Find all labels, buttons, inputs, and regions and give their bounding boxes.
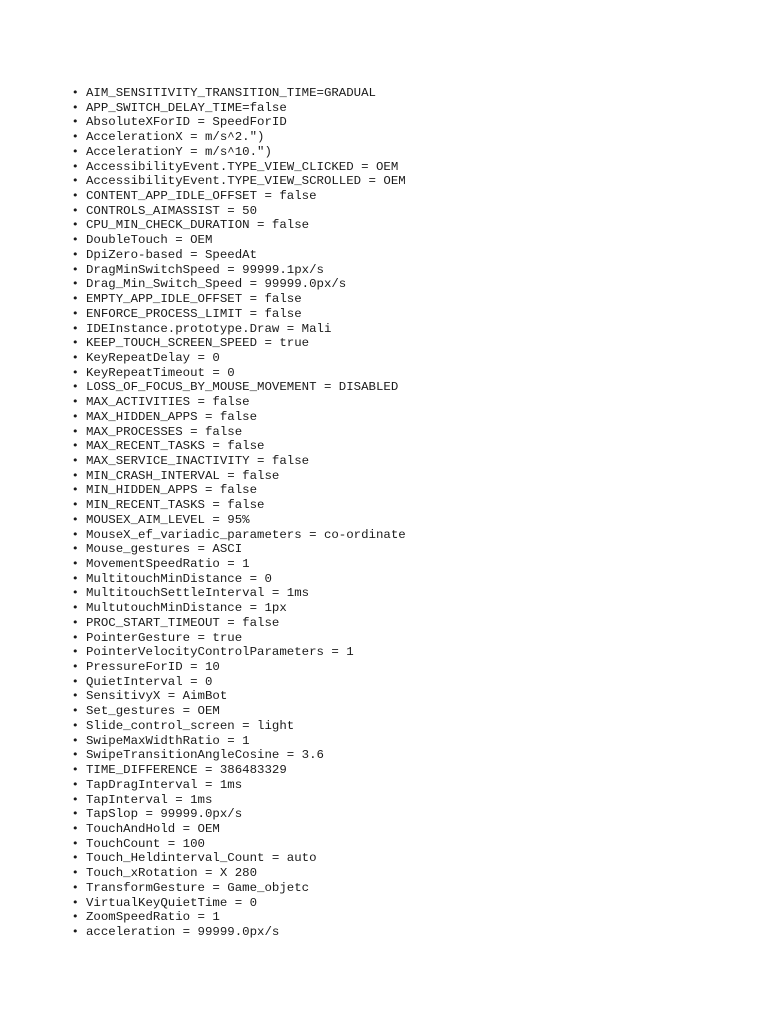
list-item-text: PROC_START_TIMEOUT = false — [86, 615, 280, 630]
bullet-icon: • — [72, 792, 79, 806]
bullet-icon: • — [72, 395, 79, 409]
list-item — [72, 322, 406, 337]
list-item-text: MultitouchSettleInterval = 1ms — [86, 586, 310, 601]
bullet-icon: • — [72, 718, 79, 732]
settings-list — [72, 86, 406, 940]
list-item-text: APP_SWITCH_DELAY_TIME=false — [86, 100, 287, 115]
list-item-text: CPU_MIN_CHECK_DURATION = false — [86, 218, 310, 233]
bullet-icon: • — [72, 498, 79, 512]
bullet-icon: • — [72, 924, 79, 938]
list-item-text: MultitouchMinDistance = 0 — [86, 571, 272, 586]
list-item-text: SwipeMaxWidthRatio = 1 — [86, 733, 250, 748]
list-item-text: VirtualKeyQuietTime = 0 — [86, 895, 258, 910]
bullet-icon: • — [72, 380, 79, 394]
list-item-text: DoubleTouch = OEM — [86, 233, 213, 248]
bullet-icon: • — [72, 189, 79, 203]
bullet-icon: • — [72, 159, 79, 173]
list-item-text: DpiZero-based = SpeedAt — [86, 247, 258, 262]
bullet-icon: • — [72, 910, 79, 924]
list-item — [72, 910, 406, 925]
list-item — [72, 160, 406, 175]
list-item-text: MAX_ACTIVITIES = false — [86, 395, 250, 410]
list-item — [72, 380, 406, 395]
list-item — [72, 366, 406, 381]
bullet-icon: • — [72, 748, 79, 762]
list-item-text: AccessibilityEvent.TYPE_VIEW_SCROLLED = OEM — [86, 174, 406, 189]
bullet-icon: • — [72, 115, 79, 129]
bullet-icon: • — [72, 836, 79, 850]
list-item-text: TransformGesture = Game_objetc — [86, 880, 310, 895]
list-item-text: TIME_DIFFERENCE = 386483329 — [86, 763, 287, 778]
list-item-text: KeyRepeatTimeout = 0 — [86, 365, 235, 380]
list-item — [72, 513, 406, 528]
list-item — [72, 557, 406, 572]
list-item-text: MOUSEX_AIM_LEVEL = 95% — [86, 512, 250, 527]
bullet-icon: • — [72, 674, 79, 688]
list-item-text: TapInterval = 1ms — [86, 792, 213, 807]
bullet-icon: • — [72, 542, 79, 556]
list-item — [72, 866, 406, 881]
bullet-icon: • — [72, 218, 79, 232]
list-item-text: MovementSpeedRatio = 1 — [86, 557, 250, 571]
list-item-text: ZoomSpeedRatio = 1 — [86, 910, 220, 925]
bullet-icon: • — [72, 365, 79, 379]
list-item — [72, 189, 406, 204]
bullet-icon: • — [72, 527, 79, 541]
bullet-icon: • — [72, 130, 79, 144]
list-item-text: ENFORCE_PROCESS_LIMIT = false — [86, 306, 302, 321]
list-item-text: SensitivyX = AimBot — [86, 689, 228, 704]
list-item-text: MAX_SERVICE_INACTIVITY = false — [86, 453, 310, 468]
list-item-text: QuietInterval = 0 — [86, 674, 213, 689]
bullet-icon: • — [72, 424, 79, 438]
list-item-text: CONTENT_APP_IDLE_OFFSET = false — [86, 189, 317, 204]
list-item — [72, 263, 406, 278]
list-item-text: MAX_PROCESSES = false — [86, 424, 243, 439]
bullet-icon: • — [72, 262, 79, 276]
bullet-icon: • — [72, 807, 79, 821]
list-item — [72, 601, 406, 616]
list-item — [72, 498, 406, 513]
bullet-icon: • — [72, 277, 79, 291]
list-item — [72, 675, 406, 690]
list-item — [72, 425, 406, 440]
list-item — [72, 586, 406, 601]
list-item — [72, 572, 406, 587]
list-item — [72, 645, 406, 660]
list-item-text: TouchCount = 100 — [86, 836, 205, 851]
list-item-text: MIN_HIDDEN_APPS = false — [86, 483, 258, 498]
bullet-icon: • — [72, 704, 79, 718]
list-item — [72, 174, 406, 189]
list-item-text: LOSS_OF_FOCUS_BY_MOUSE_MOVEMENT = DISABLED — [86, 380, 399, 395]
list-item — [72, 395, 406, 410]
list-item-text: EMPTY_APP_IDLE_OFFSET = false — [86, 292, 302, 307]
list-item-text: AIM_SENSITIVITY_TRANSITION_TIME=GRADUAL — [86, 86, 376, 100]
bullet-icon: • — [72, 306, 79, 320]
list-item-text: MAX_RECENT_TASKS = false — [86, 439, 265, 454]
list-item-text: MouseX_ef_variadic_parameters = co-ordinate — [86, 527, 406, 542]
list-item-text: KEEP_TOUCH_SCREEN_SPEED = true — [86, 336, 310, 351]
list-item — [72, 822, 406, 837]
bullet-icon: • — [72, 336, 79, 350]
bullet-icon: • — [72, 233, 79, 247]
bullet-icon: • — [72, 453, 79, 467]
bullet-icon: • — [72, 144, 79, 158]
list-item — [72, 631, 406, 646]
list-item — [72, 204, 406, 219]
list-item-text: Drag_Min_Switch_Speed = 99999.0px/s — [86, 277, 347, 292]
bullet-icon: • — [72, 851, 79, 865]
list-item — [72, 925, 406, 940]
list-item-text: MIN_CRASH_INTERVAL = false — [86, 468, 280, 483]
list-item-text: MIN_RECENT_TASKS = false — [86, 498, 265, 513]
list-item-text: TouchAndHold = OEM — [86, 821, 220, 836]
bullet-icon: • — [72, 468, 79, 482]
list-item — [72, 896, 406, 911]
list-item — [72, 778, 406, 793]
list-item-text: Slide_control_screen = light — [86, 718, 295, 733]
list-item — [72, 748, 406, 763]
bullet-icon: • — [72, 483, 79, 497]
list-item-text: TapDragInterval = 1ms — [86, 777, 243, 792]
list-item-text: CONTROLS_AIMASSIST = 50 — [86, 203, 258, 218]
list-item-text: Touch_xRotation = X 280 — [86, 866, 258, 881]
bullet-icon: • — [72, 615, 79, 629]
bullet-icon: • — [72, 763, 79, 777]
list-item — [72, 807, 406, 822]
bullet-icon: • — [72, 645, 79, 659]
list-item — [72, 469, 406, 484]
list-item-text: DragMinSwitchSpeed = 99999.1px/s — [86, 262, 324, 277]
list-item-text: MAX_HIDDEN_APPS = false — [86, 409, 258, 424]
list-item-text: PointerVelocityControlParameters = 1 — [86, 645, 354, 660]
bullet-icon: • — [72, 439, 79, 453]
list-item — [72, 307, 406, 322]
bullet-icon: • — [72, 557, 79, 570]
bullet-icon: • — [72, 409, 79, 423]
list-item — [72, 704, 406, 719]
list-item — [72, 528, 406, 543]
bullet-icon: • — [72, 601, 79, 615]
bullet-icon: • — [72, 866, 79, 880]
bullet-icon: • — [72, 321, 79, 335]
list-item — [72, 218, 406, 233]
bullet-icon: • — [72, 512, 79, 526]
bullet-icon: • — [72, 586, 79, 600]
bullet-icon: • — [72, 895, 79, 909]
list-item-text: Set_gestures = OEM — [86, 704, 220, 719]
bullet-icon: • — [72, 571, 79, 585]
bullet-icon: • — [72, 777, 79, 791]
bullet-icon: • — [72, 733, 79, 747]
bullet-icon: • — [72, 292, 79, 306]
list-item — [72, 763, 406, 778]
list-item — [72, 410, 406, 425]
list-item — [72, 837, 406, 852]
list-item — [72, 336, 406, 351]
bullet-icon: • — [72, 350, 79, 364]
list-item — [72, 233, 406, 248]
bullet-icon: • — [72, 660, 79, 674]
bullet-icon: • — [72, 880, 79, 894]
list-item-text: AccelerationX = m/s^2.") — [86, 130, 265, 145]
list-item — [72, 793, 406, 808]
list-item — [72, 130, 406, 145]
list-item-text: TapSlop = 99999.0px/s — [86, 807, 243, 822]
list-item — [72, 145, 406, 160]
bullet-icon: • — [72, 247, 79, 261]
list-item — [72, 292, 406, 307]
list-item-text: PointerGesture = true — [86, 630, 243, 645]
list-item-text: AccessibilityEvent.TYPE_VIEW_CLICKED = OEM — [86, 159, 399, 174]
list-item-text: acceleration = 99999.0px/s — [86, 924, 280, 939]
list-item — [72, 454, 406, 469]
list-item-text: AbsoluteXForID = SpeedForID — [86, 115, 287, 130]
list-item — [72, 101, 406, 116]
list-item — [72, 851, 406, 866]
bullet-icon: • — [72, 689, 79, 703]
list-item — [72, 115, 406, 130]
list-item — [72, 719, 406, 734]
list-item-text: Touch_Heldinterval_Count = auto — [86, 851, 317, 866]
bullet-icon: • — [72, 821, 79, 835]
list-item — [72, 616, 406, 631]
list-item-text: PressureForID = 10 — [86, 660, 220, 675]
list-item — [72, 542, 406, 557]
bullet-icon: • — [72, 86, 79, 99]
list-item-text: KeyRepeatDelay = 0 — [86, 350, 220, 365]
list-item — [72, 881, 406, 896]
list-item — [72, 660, 406, 675]
list-item — [72, 351, 406, 366]
list-item — [72, 734, 406, 749]
list-item-text: Mouse_gestures = ASCI — [86, 542, 243, 557]
list-item — [72, 689, 406, 704]
list-item-text: MultutouchMinDistance = 1px — [86, 601, 287, 616]
list-item — [72, 439, 406, 454]
bullet-icon: • — [72, 174, 79, 188]
list-item-text: IDEInstance.prototype.Draw = Mali — [86, 321, 332, 336]
bullet-icon: • — [72, 630, 79, 644]
list-item-text: SwipeTransitionAngleCosine = 3.6 — [86, 748, 324, 763]
list-item — [72, 248, 406, 263]
bullet-icon: • — [72, 100, 79, 114]
list-item-text: AccelerationY = m/s^10.") — [86, 144, 272, 159]
list-item — [72, 277, 406, 292]
list-item — [72, 483, 406, 498]
list-item — [72, 86, 406, 101]
bullet-icon: • — [72, 203, 79, 217]
